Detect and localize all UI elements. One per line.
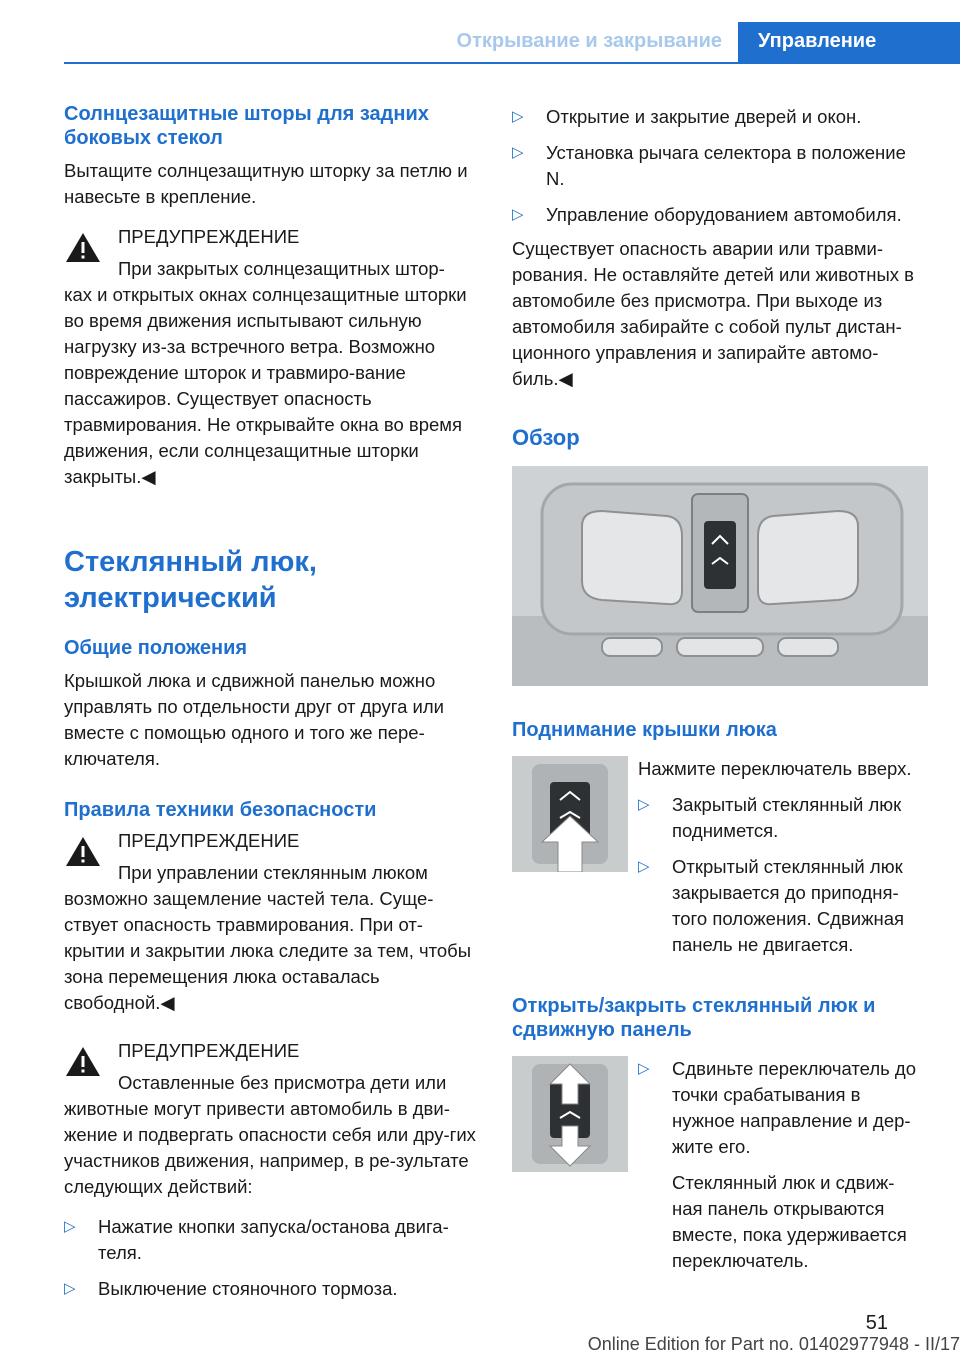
section-title: Открывание и закрывание [456,30,722,52]
warning-label: ПРЕДУПРЕЖДЕНИЕ [118,1040,300,1061]
bullet-triangle-icon: ▷ [638,796,650,813]
warning-label: ПРЕДУПРЕЖДЕНИЕ [118,830,300,851]
right-column [512,102,928,1274]
warning-triangle-icon [64,1044,102,1078]
sunshade-heading: Солнцезащитные шторы для задних боковых стекол [64,103,429,149]
open-close-section [512,1056,928,1274]
sunshade-text: Вытащите солнцезащитную шторку за петлю и навесьте в крепление. [64,160,468,207]
general-heading: Общие положения [64,637,248,659]
list-item: ▷ Установка рычага селектора в положение N. [512,142,906,189]
bullet-triangle-icon: ▷ [64,1280,76,1297]
bullet-triangle-icon: ▷ [512,144,524,161]
bullet-triangle-icon: ▷ [64,1218,76,1235]
warning-block-2 [64,828,476,1016]
overview-photo [512,466,928,686]
warning-first-line: При управлении стеклянным люком [118,862,428,883]
bullet-triangle-icon: ▷ [512,206,524,223]
page-number: 51 [865,1312,888,1334]
open-close-heading: Открыть/закрыть стеклянный люк и сдвижную панель [512,995,876,1041]
warning-triangle-icon [64,230,102,264]
slide-switch-photo [512,1056,628,1172]
warning-block-3 [64,1038,476,1200]
warning-triangle-icon [64,834,102,868]
header-rule [64,62,960,64]
list-item: ▷ Нажатие кнопки запуска/останова двига-теля. [64,1216,449,1263]
warning-label: ПРЕДУПРЕЖДЕНИЕ [118,226,300,247]
warning-first-line: Оставленные без присмотра дети или [118,1072,447,1093]
list-item: ▷ Открытие и закрытие дверей и окон. [512,104,928,130]
chapter-title: Управление [738,22,960,64]
left-column [64,102,476,1302]
lift-text: Нажмите переключатель вверх. [638,758,912,779]
list-item: ▷ Выключение стояночного тормоза. [64,1276,476,1302]
bullet-triangle-icon: ▷ [638,1060,650,1077]
overview-heading: Обзор [512,425,580,450]
danger-text: Существует опасность аварии или травми-рования. Не оставляйте детей или животных в автомобиле без присмотра. При выходе из автомобиля забирайте с собой пульт дистан-ционного управления и запирайте автомо-биль.◀ [512,238,914,389]
list-item: ▷ Управление оборудованием автомобиля. [512,202,928,228]
warning-text: ках и открытых окнах солнцезащитные шторки во время движения испытывают сильную нагрузку из-за встречного ветра. Возможно повреждение шторок и травмиро-вание пассажиров. Существует опасность травмирования. Не открывайте окна во время движения, если солнцезащитные шторки закрыты.◀ [64,284,467,487]
edition-note: Online Edition for Part no. 01402977948 - II/17 [587,1334,960,1354]
general-text: Крышкой люка и сдвижной панелью можно управлять по отдельности друг от друга или вместе с помощью одного и того же пере-ключателя. [64,670,444,769]
safety-heading: Правила техники безопасности [64,799,377,821]
list-item: ▷ Открытый стеклянный люк закрывается до приподня-того положения. Сдвижная панель не двигается. [638,856,905,955]
warning-text: животные могут привести автомобиль в дви-жение и подвергать опасности себя или дру-гих участников движения, например, в ре-зультате следующих действий: [64,1098,476,1197]
lift-section [512,756,928,958]
sunroof-heading: Стеклянный люк, электрический [64,546,317,614]
footer [0,1328,960,1362]
list-item: ▷ Закрытый стеклянный люк поднимется. [638,794,902,841]
bullet-triangle-icon: ▷ [512,108,524,125]
lift-heading: Поднимание крышки люка [512,719,777,741]
warning-block-1 [64,224,476,490]
open-close-text: Стеклянный люк и сдвиж-ная панель открываются вместе, пока удерживается переключатель. [672,1172,907,1271]
warning-text: возможно защемление частей тела. Суще-ствует опасность травмирования. При от-крытии и закрытии люка следите за тем, чтобы зона перемещения люка оставалась свободной.◀ [64,888,472,1013]
list-item: ▷ Сдвиньте переключатель до точки срабатывания в нужное направление и дер-жите его. [638,1058,916,1157]
lift-switch-photo [512,756,628,872]
warning-first-line: При закрытых солнцезащитных штор- [118,258,445,279]
bullet-triangle-icon: ▷ [638,858,650,875]
